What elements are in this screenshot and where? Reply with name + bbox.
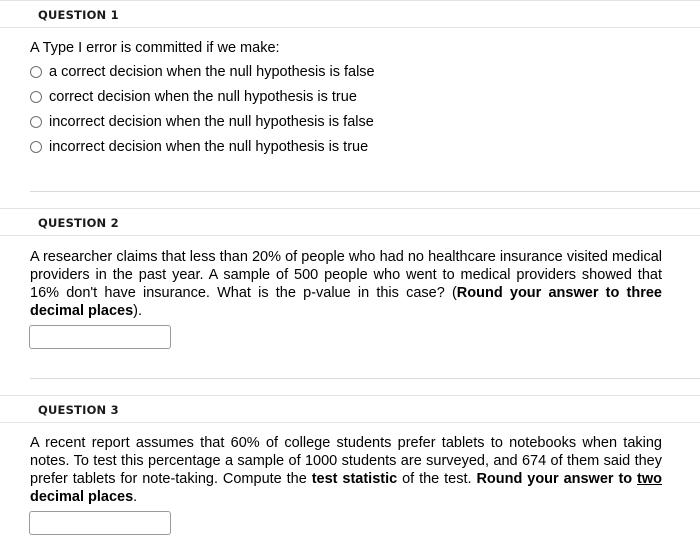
question-3-title: QUESTION 3: [38, 403, 119, 417]
question-2-separator: [30, 378, 700, 379]
question-3-instruction-underline: two: [637, 471, 663, 487]
radio-button[interactable]: [30, 141, 42, 153]
radio-button[interactable]: [30, 116, 42, 128]
question-2-text-main: A researcher claims that less than 20% of people who had no healthcare insurance visited medical providers in the past year. A sample of 500 people who went to medical providers showed that 16% don't have insurance. What is the p-value in this case? (: [30, 249, 662, 301]
question-3-instruction-tail: decimal places: [30, 489, 134, 505]
option-label: correct decision when the null hypothesis is true: [49, 89, 357, 105]
question-2-header: [0, 208, 700, 236]
radio-button[interactable]: [30, 91, 42, 103]
question-3-instruction: Round your answer to: [476, 471, 638, 487]
question-1-option-4[interactable]: [30, 137, 368, 157]
question-3-header: [0, 395, 700, 423]
question-1-title: QUESTION 1: [38, 8, 119, 22]
question-3-answer-input[interactable]: [29, 511, 171, 535]
question-3-instruction-emphasis: [637, 471, 662, 487]
question-2-text: [30, 248, 662, 320]
question-2-text-end: ).: [133, 303, 143, 319]
question-1-option-3[interactable]: [30, 112, 374, 132]
question-2-title: QUESTION 2: [38, 216, 119, 230]
question-3-text-mid: of the test.: [397, 471, 477, 487]
question-2-instruction: Round your answer to three decimal places: [30, 285, 662, 319]
question-3-term: test statistic: [311, 471, 398, 487]
question-1-prompt: A Type I error is committed if we make:: [30, 40, 280, 56]
question-1-separator: [30, 191, 700, 192]
question-3-text-end: .: [133, 489, 138, 505]
question-3-text: [30, 434, 662, 506]
radio-button[interactable]: [30, 66, 42, 78]
option-label: incorrect decision when the null hypothesis is true: [49, 139, 369, 155]
question-1-option-1[interactable]: [30, 62, 375, 82]
option-label: incorrect decision when the null hypothesis is false: [49, 114, 374, 130]
question-3-text-main: A recent report assumes that 60% of college students prefer tablets to notebooks when taking notes. To test this percentage a sample of 1000 students are surveyed, and 674 of them said they prefer tablets for note-taking. Compute the: [30, 435, 662, 487]
option-label: a correct decision when the null hypothesis is false: [49, 64, 375, 80]
question-1-option-2[interactable]: [30, 87, 357, 107]
question-1-header: [0, 0, 700, 28]
question-2-answer-input[interactable]: [29, 325, 171, 349]
